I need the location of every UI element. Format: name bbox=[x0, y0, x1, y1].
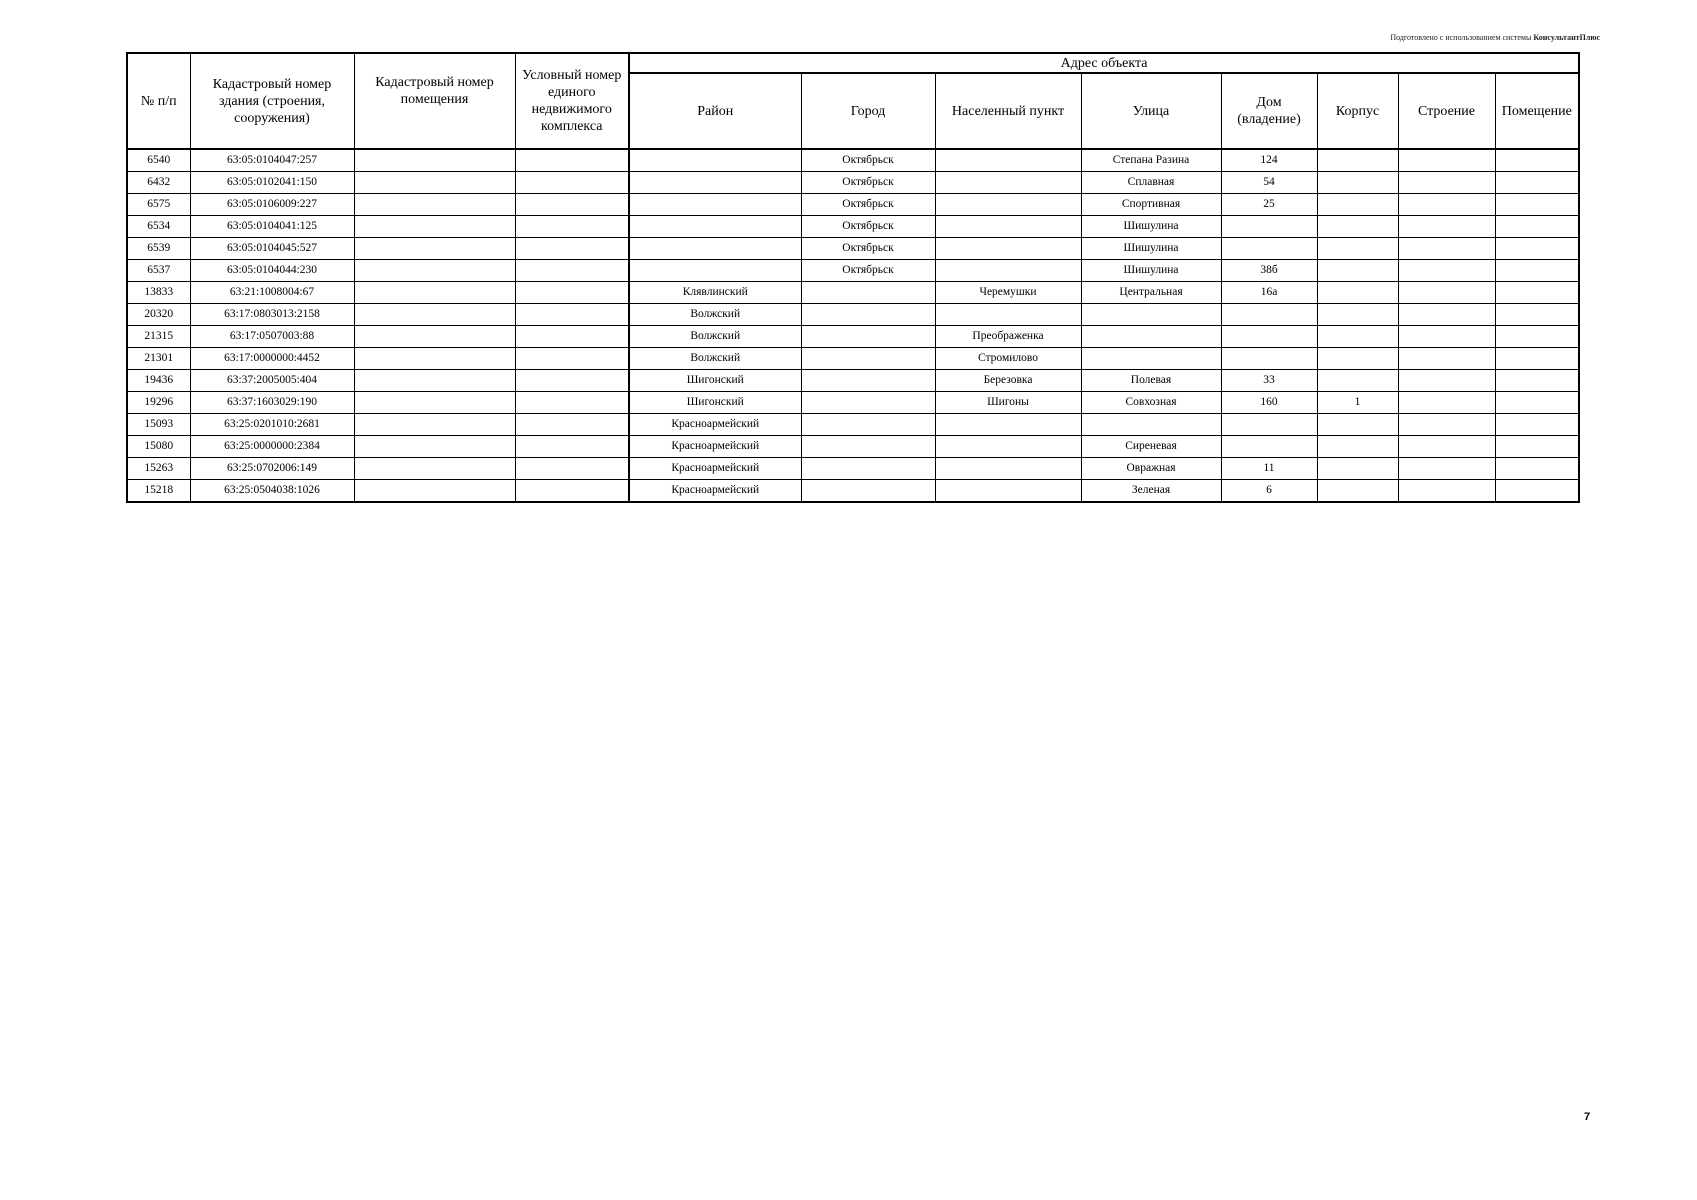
cell-building bbox=[1398, 282, 1495, 304]
cell-block bbox=[1317, 282, 1398, 304]
header-street: Улица bbox=[1081, 73, 1221, 149]
header-district: Район bbox=[629, 73, 801, 149]
cell-num: 6432 bbox=[127, 172, 190, 194]
cell-house bbox=[1221, 238, 1317, 260]
table-row bbox=[127, 348, 1579, 370]
cell-building bbox=[1398, 194, 1495, 216]
cell-district: Красноармейский bbox=[629, 414, 801, 436]
cell-street: Степана Разина bbox=[1081, 149, 1221, 172]
cell-room bbox=[1495, 414, 1579, 436]
cell-house bbox=[1221, 304, 1317, 326]
header-room-cadastral: Кадастровый номер помещения bbox=[354, 53, 515, 149]
cell-block bbox=[1317, 238, 1398, 260]
cell-district: Волжский bbox=[629, 304, 801, 326]
cell-room-cadastral bbox=[354, 414, 515, 436]
cell-block bbox=[1317, 458, 1398, 480]
cell-num: 15080 bbox=[127, 436, 190, 458]
cell-city bbox=[801, 458, 935, 480]
cell-district bbox=[629, 216, 801, 238]
cell-street bbox=[1081, 326, 1221, 348]
header-house: Дом (владение) bbox=[1221, 73, 1317, 149]
cell-district bbox=[629, 260, 801, 282]
cell-complex-number bbox=[515, 149, 629, 172]
cell-settlement: Черемушки bbox=[935, 282, 1081, 304]
cell-room-cadastral bbox=[354, 348, 515, 370]
cell-complex-number bbox=[515, 326, 629, 348]
cell-num: 21301 bbox=[127, 348, 190, 370]
cell-room-cadastral bbox=[354, 304, 515, 326]
cell-city bbox=[801, 480, 935, 503]
cell-block bbox=[1317, 216, 1398, 238]
cell-room bbox=[1495, 370, 1579, 392]
cell-building-cadastral: 63:05:0104041:125 bbox=[190, 216, 354, 238]
cell-city bbox=[801, 436, 935, 458]
cell-district: Шигонский bbox=[629, 392, 801, 414]
cell-building bbox=[1398, 172, 1495, 194]
cell-street bbox=[1081, 414, 1221, 436]
cell-street bbox=[1081, 304, 1221, 326]
cell-building bbox=[1398, 216, 1495, 238]
cell-building bbox=[1398, 458, 1495, 480]
cell-house bbox=[1221, 326, 1317, 348]
cell-house bbox=[1221, 436, 1317, 458]
cell-room-cadastral bbox=[354, 194, 515, 216]
cell-city: Октябрьск bbox=[801, 216, 935, 238]
header-room: Помещение bbox=[1495, 73, 1579, 149]
cell-building-cadastral: 63:17:0803013:2158 bbox=[190, 304, 354, 326]
cell-building-cadastral: 63:25:0201010:2681 bbox=[190, 414, 354, 436]
cell-room bbox=[1495, 216, 1579, 238]
cell-room bbox=[1495, 458, 1579, 480]
table-row bbox=[127, 282, 1579, 304]
cell-room bbox=[1495, 304, 1579, 326]
table-row bbox=[127, 458, 1579, 480]
cell-room bbox=[1495, 260, 1579, 282]
consultant-plus-note bbox=[1390, 33, 1600, 42]
header-city: Город bbox=[801, 73, 935, 149]
table-row bbox=[127, 480, 1579, 503]
cell-complex-number bbox=[515, 436, 629, 458]
cell-building-cadastral: 63:37:2005005:404 bbox=[190, 370, 354, 392]
cell-house: 16а bbox=[1221, 282, 1317, 304]
cell-settlement: Шигоны bbox=[935, 392, 1081, 414]
header-num: № п/п bbox=[127, 53, 190, 149]
cell-city bbox=[801, 304, 935, 326]
cell-complex-number bbox=[515, 282, 629, 304]
cell-street: Сиреневая bbox=[1081, 436, 1221, 458]
cell-block bbox=[1317, 260, 1398, 282]
cell-building bbox=[1398, 370, 1495, 392]
table-row bbox=[127, 304, 1579, 326]
table-row bbox=[127, 260, 1579, 282]
cell-room-cadastral bbox=[354, 392, 515, 414]
cell-settlement bbox=[935, 480, 1081, 503]
header-address: Адрес объекта bbox=[629, 53, 1579, 73]
cell-complex-number bbox=[515, 194, 629, 216]
cell-room-cadastral bbox=[354, 370, 515, 392]
cell-num: 6537 bbox=[127, 260, 190, 282]
cell-complex-number bbox=[515, 304, 629, 326]
cell-district: Красноармейский bbox=[629, 480, 801, 503]
cell-complex-number bbox=[515, 260, 629, 282]
cell-house: 11 bbox=[1221, 458, 1317, 480]
header-building: Строение bbox=[1398, 73, 1495, 149]
cell-block bbox=[1317, 326, 1398, 348]
cell-district bbox=[629, 194, 801, 216]
cell-district: Красноармейский bbox=[629, 458, 801, 480]
cell-building bbox=[1398, 304, 1495, 326]
cell-street: Шишулина bbox=[1081, 260, 1221, 282]
cell-room-cadastral bbox=[354, 480, 515, 503]
cell-house: 54 bbox=[1221, 172, 1317, 194]
cell-building-cadastral: 63:25:0504038:1026 bbox=[190, 480, 354, 503]
cell-settlement bbox=[935, 436, 1081, 458]
table-row bbox=[127, 238, 1579, 260]
cell-complex-number bbox=[515, 172, 629, 194]
table-row bbox=[127, 216, 1579, 238]
cell-building-cadastral: 63:05:0102041:150 bbox=[190, 172, 354, 194]
cell-street: Спортивная bbox=[1081, 194, 1221, 216]
cell-street: Шишулина bbox=[1081, 238, 1221, 260]
cell-settlement bbox=[935, 149, 1081, 172]
cell-room bbox=[1495, 480, 1579, 503]
cell-building-cadastral: 63:05:0104045:527 bbox=[190, 238, 354, 260]
cell-house bbox=[1221, 216, 1317, 238]
cell-complex-number bbox=[515, 392, 629, 414]
table-row bbox=[127, 194, 1579, 216]
cell-room-cadastral bbox=[354, 260, 515, 282]
cell-house bbox=[1221, 414, 1317, 436]
cell-street: Сплавная bbox=[1081, 172, 1221, 194]
cell-complex-number bbox=[515, 216, 629, 238]
cell-district: Волжский bbox=[629, 348, 801, 370]
cell-city: Октябрьск bbox=[801, 260, 935, 282]
cell-district bbox=[629, 238, 801, 260]
cell-settlement bbox=[935, 304, 1081, 326]
header-complex-number: Условный номер единого недвижимого комплекса bbox=[515, 53, 629, 149]
cell-num: 6540 bbox=[127, 149, 190, 172]
cell-num: 15218 bbox=[127, 480, 190, 503]
cell-room-cadastral bbox=[354, 216, 515, 238]
cell-room bbox=[1495, 392, 1579, 414]
cell-street: Полевая bbox=[1081, 370, 1221, 392]
table-row bbox=[127, 172, 1579, 194]
page-number: 7 bbox=[1584, 1111, 1591, 1123]
cell-settlement bbox=[935, 238, 1081, 260]
cell-block bbox=[1317, 414, 1398, 436]
cell-city bbox=[801, 282, 935, 304]
cell-room-cadastral bbox=[354, 326, 515, 348]
table-row bbox=[127, 326, 1579, 348]
cell-city bbox=[801, 370, 935, 392]
cell-building bbox=[1398, 260, 1495, 282]
cell-room bbox=[1495, 348, 1579, 370]
cell-block bbox=[1317, 436, 1398, 458]
table-row bbox=[127, 392, 1579, 414]
cell-room-cadastral bbox=[354, 238, 515, 260]
cell-district bbox=[629, 172, 801, 194]
cell-building bbox=[1398, 436, 1495, 458]
cell-building bbox=[1398, 480, 1495, 503]
cell-complex-number bbox=[515, 480, 629, 503]
cell-settlement bbox=[935, 216, 1081, 238]
cell-room-cadastral bbox=[354, 149, 515, 172]
cell-house: 160 bbox=[1221, 392, 1317, 414]
cell-block bbox=[1317, 172, 1398, 194]
cell-building bbox=[1398, 238, 1495, 260]
cell-settlement: Преображенка bbox=[935, 326, 1081, 348]
cell-city bbox=[801, 326, 935, 348]
cell-num: 19436 bbox=[127, 370, 190, 392]
note-brand: КонсультантПлюс bbox=[1533, 33, 1600, 42]
cell-complex-number bbox=[515, 370, 629, 392]
cell-building-cadastral: 63:17:0000000:4452 bbox=[190, 348, 354, 370]
cell-city bbox=[801, 348, 935, 370]
cell-building bbox=[1398, 348, 1495, 370]
cell-num: 19296 bbox=[127, 392, 190, 414]
cell-complex-number bbox=[515, 458, 629, 480]
cell-complex-number bbox=[515, 238, 629, 260]
cell-room-cadastral bbox=[354, 458, 515, 480]
cell-settlement: Березовка bbox=[935, 370, 1081, 392]
cell-building-cadastral: 63:25:0000000:2384 bbox=[190, 436, 354, 458]
cell-district bbox=[629, 149, 801, 172]
cell-block bbox=[1317, 194, 1398, 216]
table-row bbox=[127, 370, 1579, 392]
cell-house: 124 bbox=[1221, 149, 1317, 172]
cell-city bbox=[801, 414, 935, 436]
cell-room bbox=[1495, 194, 1579, 216]
cell-room bbox=[1495, 282, 1579, 304]
cell-district: Шигонский bbox=[629, 370, 801, 392]
cell-num: 15263 bbox=[127, 458, 190, 480]
header-building-cadastral: Кадастровый номер здания (строения, сооружения) bbox=[190, 53, 354, 149]
cell-room bbox=[1495, 149, 1579, 172]
cell-street bbox=[1081, 348, 1221, 370]
cell-house bbox=[1221, 348, 1317, 370]
cell-settlement bbox=[935, 458, 1081, 480]
cell-block bbox=[1317, 370, 1398, 392]
table-row bbox=[127, 436, 1579, 458]
cell-room-cadastral bbox=[354, 282, 515, 304]
cell-block bbox=[1317, 348, 1398, 370]
cell-num: 6534 bbox=[127, 216, 190, 238]
cell-house: 38б bbox=[1221, 260, 1317, 282]
table-body bbox=[127, 149, 1579, 502]
cell-street: Овражная bbox=[1081, 458, 1221, 480]
cell-street: Шишулина bbox=[1081, 216, 1221, 238]
cell-block: 1 bbox=[1317, 392, 1398, 414]
cell-building bbox=[1398, 392, 1495, 414]
cell-house: 33 bbox=[1221, 370, 1317, 392]
cell-num: 15093 bbox=[127, 414, 190, 436]
cell-num: 13833 bbox=[127, 282, 190, 304]
cell-settlement bbox=[935, 172, 1081, 194]
cell-city: Октябрьск bbox=[801, 149, 935, 172]
cell-block bbox=[1317, 480, 1398, 503]
cell-room bbox=[1495, 326, 1579, 348]
table-row bbox=[127, 414, 1579, 436]
cell-city: Октябрьск bbox=[801, 194, 935, 216]
cell-block bbox=[1317, 304, 1398, 326]
cell-num: 20320 bbox=[127, 304, 190, 326]
cell-building-cadastral: 63:17:0507003:88 bbox=[190, 326, 354, 348]
cell-room bbox=[1495, 436, 1579, 458]
cell-city bbox=[801, 392, 935, 414]
cell-district: Клявлинский bbox=[629, 282, 801, 304]
cell-building-cadastral: 63:05:0104047:257 bbox=[190, 149, 354, 172]
cell-settlement: Стромилово bbox=[935, 348, 1081, 370]
cell-room bbox=[1495, 172, 1579, 194]
note-prefix: Подготовлено с использованием системы bbox=[1390, 33, 1532, 42]
cell-building-cadastral: 63:05:0104044:230 bbox=[190, 260, 354, 282]
cell-settlement bbox=[935, 194, 1081, 216]
cell-room-cadastral bbox=[354, 436, 515, 458]
cell-room-cadastral bbox=[354, 172, 515, 194]
cell-block bbox=[1317, 149, 1398, 172]
header-block: Корпус bbox=[1317, 73, 1398, 149]
cell-street: Совхозная bbox=[1081, 392, 1221, 414]
cell-complex-number bbox=[515, 414, 629, 436]
cell-district: Волжский bbox=[629, 326, 801, 348]
cell-building-cadastral: 63:37:1603029:190 bbox=[190, 392, 354, 414]
cell-room bbox=[1495, 238, 1579, 260]
cell-house: 6 bbox=[1221, 480, 1317, 503]
cell-street: Центральная bbox=[1081, 282, 1221, 304]
cell-city: Октябрьск bbox=[801, 172, 935, 194]
cell-street: Зеленая bbox=[1081, 480, 1221, 503]
cell-settlement bbox=[935, 414, 1081, 436]
cell-building bbox=[1398, 149, 1495, 172]
header-settlement: Населенный пункт bbox=[935, 73, 1081, 149]
cell-district: Красноармейский bbox=[629, 436, 801, 458]
table-row bbox=[127, 149, 1579, 172]
cell-num: 21315 bbox=[127, 326, 190, 348]
cell-settlement bbox=[935, 260, 1081, 282]
cell-complex-number bbox=[515, 348, 629, 370]
cell-num: 6575 bbox=[127, 194, 190, 216]
cell-city: Октябрьск bbox=[801, 238, 935, 260]
cell-building bbox=[1398, 326, 1495, 348]
cell-building-cadastral: 63:25:0702006:149 bbox=[190, 458, 354, 480]
cell-house: 25 bbox=[1221, 194, 1317, 216]
cell-building-cadastral: 63:21:1008004:67 bbox=[190, 282, 354, 304]
cell-num: 6539 bbox=[127, 238, 190, 260]
cell-building-cadastral: 63:05:0106009:227 bbox=[190, 194, 354, 216]
property-table bbox=[126, 52, 1580, 503]
cell-building bbox=[1398, 414, 1495, 436]
